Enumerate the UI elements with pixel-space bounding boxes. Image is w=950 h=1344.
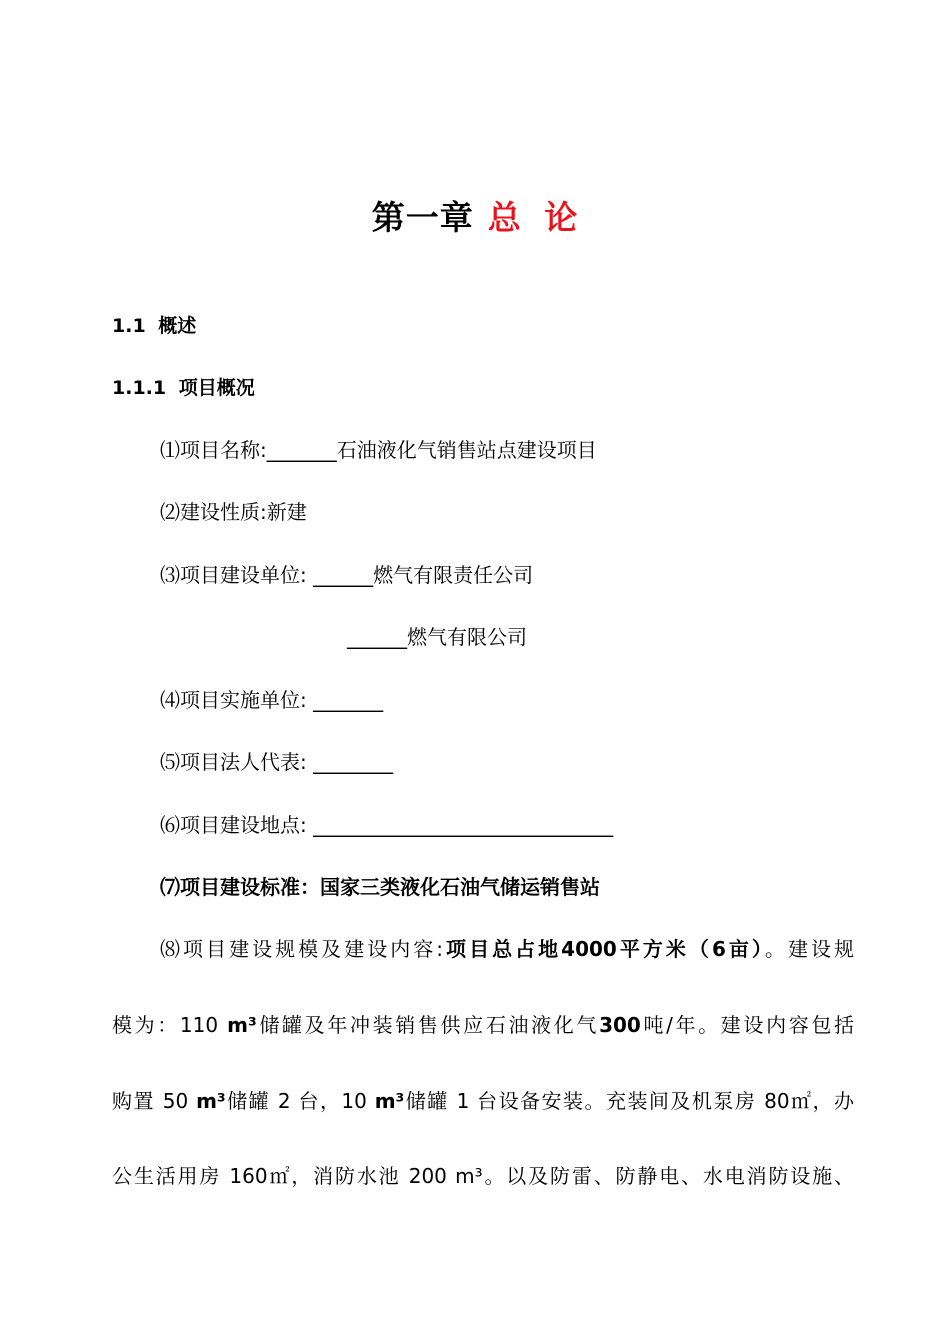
item-number: ⑺ xyxy=(160,875,180,899)
item-text: 项目建设单位: ______燃气有限责任公司 xyxy=(180,563,534,587)
list-item-implementing-unit xyxy=(160,686,383,714)
item-text: 项目实施单位: _______ xyxy=(180,688,384,712)
list-item-construction-standard xyxy=(160,873,600,901)
unit-cubic-meter: m³ xyxy=(227,1013,257,1037)
chapter-title-main: 第一章 xyxy=(371,198,474,237)
item-number: ⑸ xyxy=(160,750,180,774)
item-number: ⑴ xyxy=(160,438,180,462)
list-item-legal-representative xyxy=(160,748,393,776)
list-item-scale-content xyxy=(160,935,854,963)
list-item-project-name xyxy=(160,436,597,464)
subsection-heading xyxy=(112,374,255,402)
paragraph-text: 公生活用房 160㎡，消防水池 200 m³。以及防雷、防静电、水电消防设施、 xyxy=(112,1164,854,1188)
paragraph-text: 储罐 2 台，10 xyxy=(225,1089,375,1113)
item-number: ⑹ xyxy=(160,813,180,837)
item-number: ⑻ xyxy=(160,937,184,961)
paragraph-text: 模为：110 xyxy=(112,1013,228,1037)
item-text: 项目法人代表: ________ xyxy=(180,750,394,774)
list-item-construction-site xyxy=(160,811,613,839)
section-number: 1.1 xyxy=(112,315,146,337)
paragraph-line-2 xyxy=(112,1087,854,1115)
item-text: ______燃气有限公司 xyxy=(347,625,527,649)
chapter-title-accent: 总 论 xyxy=(487,198,579,237)
paragraph-text: 吨/年。建设内容包括 xyxy=(640,1013,855,1037)
paragraph-number: 300 xyxy=(599,1013,641,1037)
item-text: 项目建设地点: ______________________________ xyxy=(180,813,614,837)
subsection-label: 项目概况 xyxy=(178,377,255,399)
subsection-number: 1.1.1 xyxy=(112,377,167,399)
paragraph-line-1 xyxy=(112,1011,854,1039)
item-lead-text: 项目建设规模及建设内容: xyxy=(183,937,444,961)
paragraph-text: 储罐 1 台设备安装。充装间及机泵房 80㎡，办 xyxy=(404,1089,854,1113)
item-text: 项目建设标准：国家三类液化石油气储运销售站 xyxy=(180,875,600,899)
chapter-title xyxy=(0,192,950,239)
item-number: ⑷ xyxy=(160,688,180,712)
unit-cubic-meter: m³ xyxy=(196,1089,226,1113)
item-text: 建设性质:新建 xyxy=(180,500,307,524)
section-label: 概述 xyxy=(158,315,197,337)
paragraph-line-3 xyxy=(112,1162,854,1190)
item-text: 项目名称:_______石油液化气销售站点建设项目 xyxy=(180,438,597,462)
list-item-construction-type xyxy=(160,498,307,526)
item-bold-text: 项目总占地4000平方米（6亩） xyxy=(443,937,765,961)
list-item-construction-unit xyxy=(160,561,533,589)
item-number: ⑶ xyxy=(160,563,180,587)
item-number: ⑵ xyxy=(160,500,180,524)
list-item-construction-unit-2 xyxy=(347,623,527,651)
section-heading xyxy=(112,312,196,340)
paragraph-text: 购置 50 xyxy=(112,1089,197,1113)
paragraph-text: 储罐及年冲装销售供应石油液化气 xyxy=(256,1013,600,1037)
item-tail-text: 。建设规 xyxy=(764,937,855,961)
unit-cubic-meter: m³ xyxy=(374,1089,405,1113)
